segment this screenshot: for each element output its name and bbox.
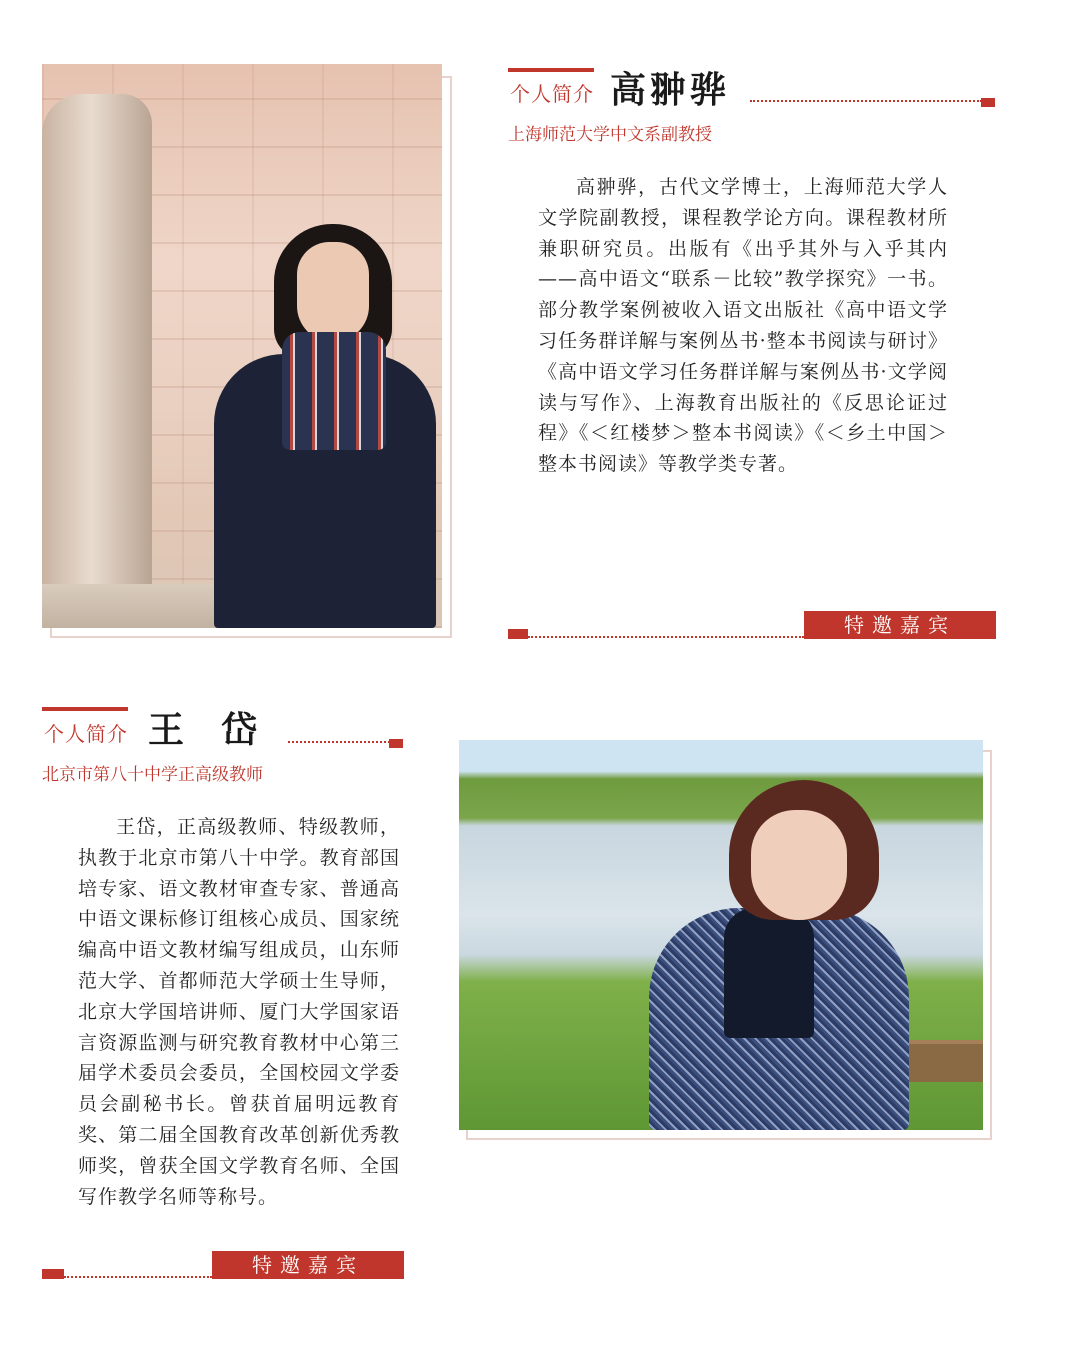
speaker-bio: 王岱，正高级教师、特级教师，执教于北京市第八十中学。教育部国培专家、语文教材审查专家、普通高中语文课标修订组核心成员、国家统编高中语文教材编写组成员，山东师范大学、首都师范大学硕士生导师，北京大学国培讲师、厦门大学国家语言资源监测与研究教育教材中心第三届学术委员会委员，全国校园文学委员会副秘书长。曾获首届明远教育奖、第二届全国教育改革创新优秀教师奖，曾获全国文学教育名师、全国写作教学名师等称号。 [78,816,400,1208]
divider-end-square [389,739,403,748]
header-divider [288,741,390,743]
statue [42,94,152,594]
speaker-photo [42,64,442,628]
speaker-title: 北京市第八十中学正高级教师 [42,765,263,785]
scarf [282,332,386,450]
section-label: 个人简介 [510,82,594,106]
footer-start-square [42,1269,64,1279]
section-label: 个人简介 [44,722,128,746]
special-guest-badge: 特邀嘉宾 [212,1251,404,1279]
special-guest-badge: 特邀嘉宾 [804,611,996,639]
speaker-name: 高翀骅 [610,69,731,111]
footer-start-square [508,629,528,639]
speaker-name: 王 岱 [148,709,262,751]
speaker-photo [459,740,983,1130]
header-divider [750,100,982,102]
divider-end-square [981,98,995,107]
footer-divider [528,636,804,638]
header-accent-bar [42,707,128,711]
footer-divider [64,1276,212,1278]
speaker-title: 上海师范大学中文系副教授 [508,125,712,145]
header-accent-bar [508,68,594,72]
speaker-bio: 高翀骅，古代文学博士，上海师范大学人文学院副教授，课程教学论方向。课程教材所兼职研究员。出版有《出乎其外与入乎其内——高中语文“联系－比较”教学探究》一书。部分教学案例被收入语文出版社《高中语文学习任务群详解与案例丛书·整本书阅读与研讨》《高中语文学习任务群详解与案例丛书·文学阅读与写作》、上海教育出版社的《反思论证过程》《＜红楼梦＞整本书阅读》《＜乡土中国＞整本书阅读》等教学类专著。 [538,176,948,476]
